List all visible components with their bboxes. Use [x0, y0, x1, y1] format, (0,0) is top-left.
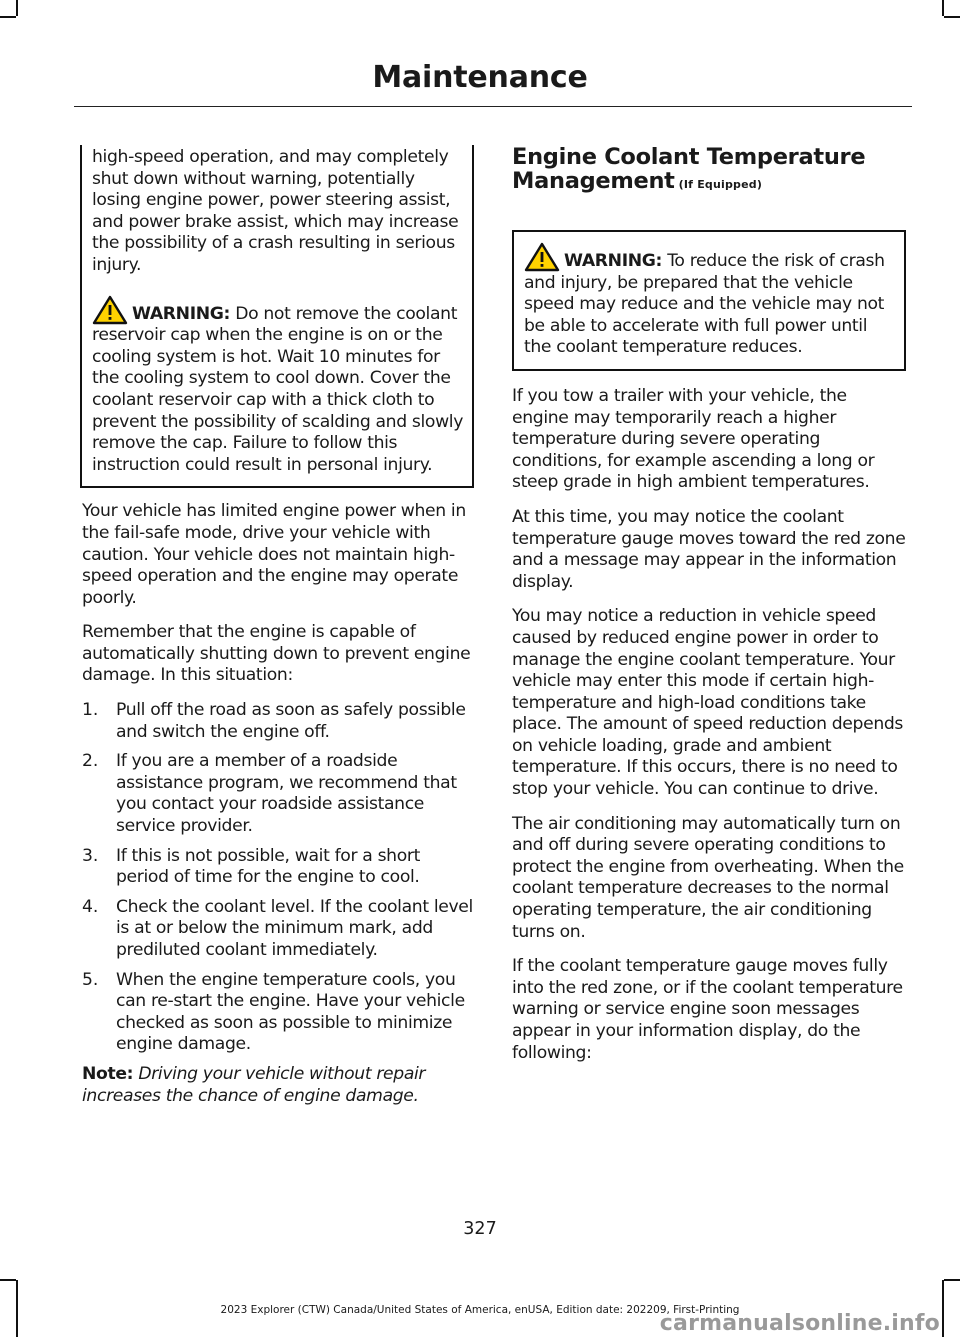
list-item — [82, 970, 474, 1056]
note-label: Note: — [82, 1063, 134, 1084]
body-paragraph: Your vehicle has limited engine power when in the fail-safe mode, drive your vehicle with caution. Your vehicle does not maintain high-speed operation and the engine may operate poorly. — [82, 501, 466, 608]
crop-mark — [0, 16, 16, 18]
list-item — [82, 751, 474, 837]
list-text: Pull off the road as soon as safely possible and switch the engine off. — [116, 700, 466, 742]
list-number: 4. — [82, 896, 99, 917]
list-text: Check the coolant level. If the coolant level is at or below the minimum mark, add prediluted coolant immediately. — [116, 896, 473, 960]
warning-text: To reduce the risk of crash and injury, be prepared that the vehicle speed may reduce and the vehicle may not be able to accelerate with full power until the coolant temperature reduces. — [524, 251, 885, 358]
list-item — [82, 897, 474, 962]
body-paragraph: You may notice a reduction in vehicle speed caused by reduced engine power in order to manage the engine coolant temperature. Your vehicle may enter this mode if certain high-temperature and high-load conditions take place. The amount of speed reduction depends on vehicle loading, grade and ambient temperature. If this occurs, there is no need to stop your vehicle. You can continue to drive. — [512, 606, 904, 800]
warning-box — [512, 230, 906, 371]
watermark: carmanualsonline.info — [659, 1311, 940, 1336]
warning-box-continued — [80, 145, 474, 488]
crop-mark — [16, 0, 18, 16]
body-paragraph: If you tow a trailer with your vehicle, the engine may temporarily reach a higher temperature during severe operating conditions, for example ascending a long or steep grade in high ambient temperatures. — [512, 385, 875, 493]
section-heading — [512, 145, 906, 197]
header-divider — [74, 106, 912, 107]
body-paragraph: At this time, you may notice the coolant temperature gauge moves toward the red zone and a message may appear in the information display. — [512, 506, 906, 592]
section-heading-text: Engine Coolant Temperature Management — [512, 144, 866, 194]
list-text: If this is not possible, wait for a short period of time for the engine to cool. — [116, 845, 420, 888]
body-paragraph: Remember that the engine is capable of automatically shutting down to prevent engine damage. In this situation: — [82, 622, 471, 686]
note-paragraph — [82, 1064, 474, 1107]
page-number: 327 — [463, 1219, 497, 1239]
body-paragraph: If the coolant temperature gauge moves fully into the red zone, or if the coolant temperature warning or service engine soon messages appear in your information display, do the following: — [512, 956, 903, 1063]
warning-paragraph — [524, 242, 896, 359]
if-equipped-label: (If Equipped) — [674, 178, 763, 191]
list-item — [82, 700, 474, 743]
list-item — [82, 846, 474, 889]
left-column — [82, 145, 474, 1107]
list-text: When the engine temperature cools, you can re-start the engine. Have your vehicle checked as soon as possible to minimize engine damage. — [116, 969, 465, 1055]
list-number: 3. — [82, 845, 99, 866]
warning-paragraph — [92, 295, 464, 477]
warning-label: WARNING: — [132, 303, 231, 324]
right-column — [512, 145, 906, 1064]
warning-continued-text: high-speed operation, and may completely shut down without warning, potentially losing engine power, power steering assist, and power brake assist, which may increase the possibility of a crash resulting in serious injury. — [92, 147, 459, 275]
edition-footer: 2023 Explorer (CTW) Canada/United States of America, enUSA, Edition date: 202209, First-Printing — [220, 1304, 740, 1316]
body-paragraph: The air conditioning may automatically turn on and off during severe operating conditions to protect the engine from overheating. When the coolant temperature decreases to the normal operating temperature, the air conditioning turns on. — [512, 813, 904, 942]
warning-triangle-icon — [92, 295, 128, 325]
crop-mark — [0, 1279, 16, 1281]
list-text: If you are a member of a roadside assistance program, we recommend that you contact your roadside assistance service provider. — [116, 751, 457, 837]
warning-label: WARNING: — [564, 251, 663, 271]
crop-mark — [944, 16, 960, 18]
warning-triangle-icon — [524, 242, 560, 272]
note-text: Driving your vehicle without repair increases the chance of engine damage. — [82, 1063, 426, 1106]
list-number: 2. — [82, 751, 99, 772]
list-number: 1. — [82, 700, 99, 721]
numbered-list — [82, 700, 474, 1056]
page-title: Maintenance — [372, 60, 588, 95]
crop-mark — [944, 1279, 960, 1281]
list-number: 5. — [82, 969, 99, 990]
warning-text: Do not remove the coolant reservoir cap when the engine is on or the cooling system is hot. Wait 10 minutes for the cooling system to cool down. Cover the coolant reservoir cap with a thick cloth to prevent the possibility of scalding and slowly remove the cap. Failure to follow this instruction could result in personal injury. — [92, 303, 464, 475]
crop-mark — [942, 0, 944, 16]
